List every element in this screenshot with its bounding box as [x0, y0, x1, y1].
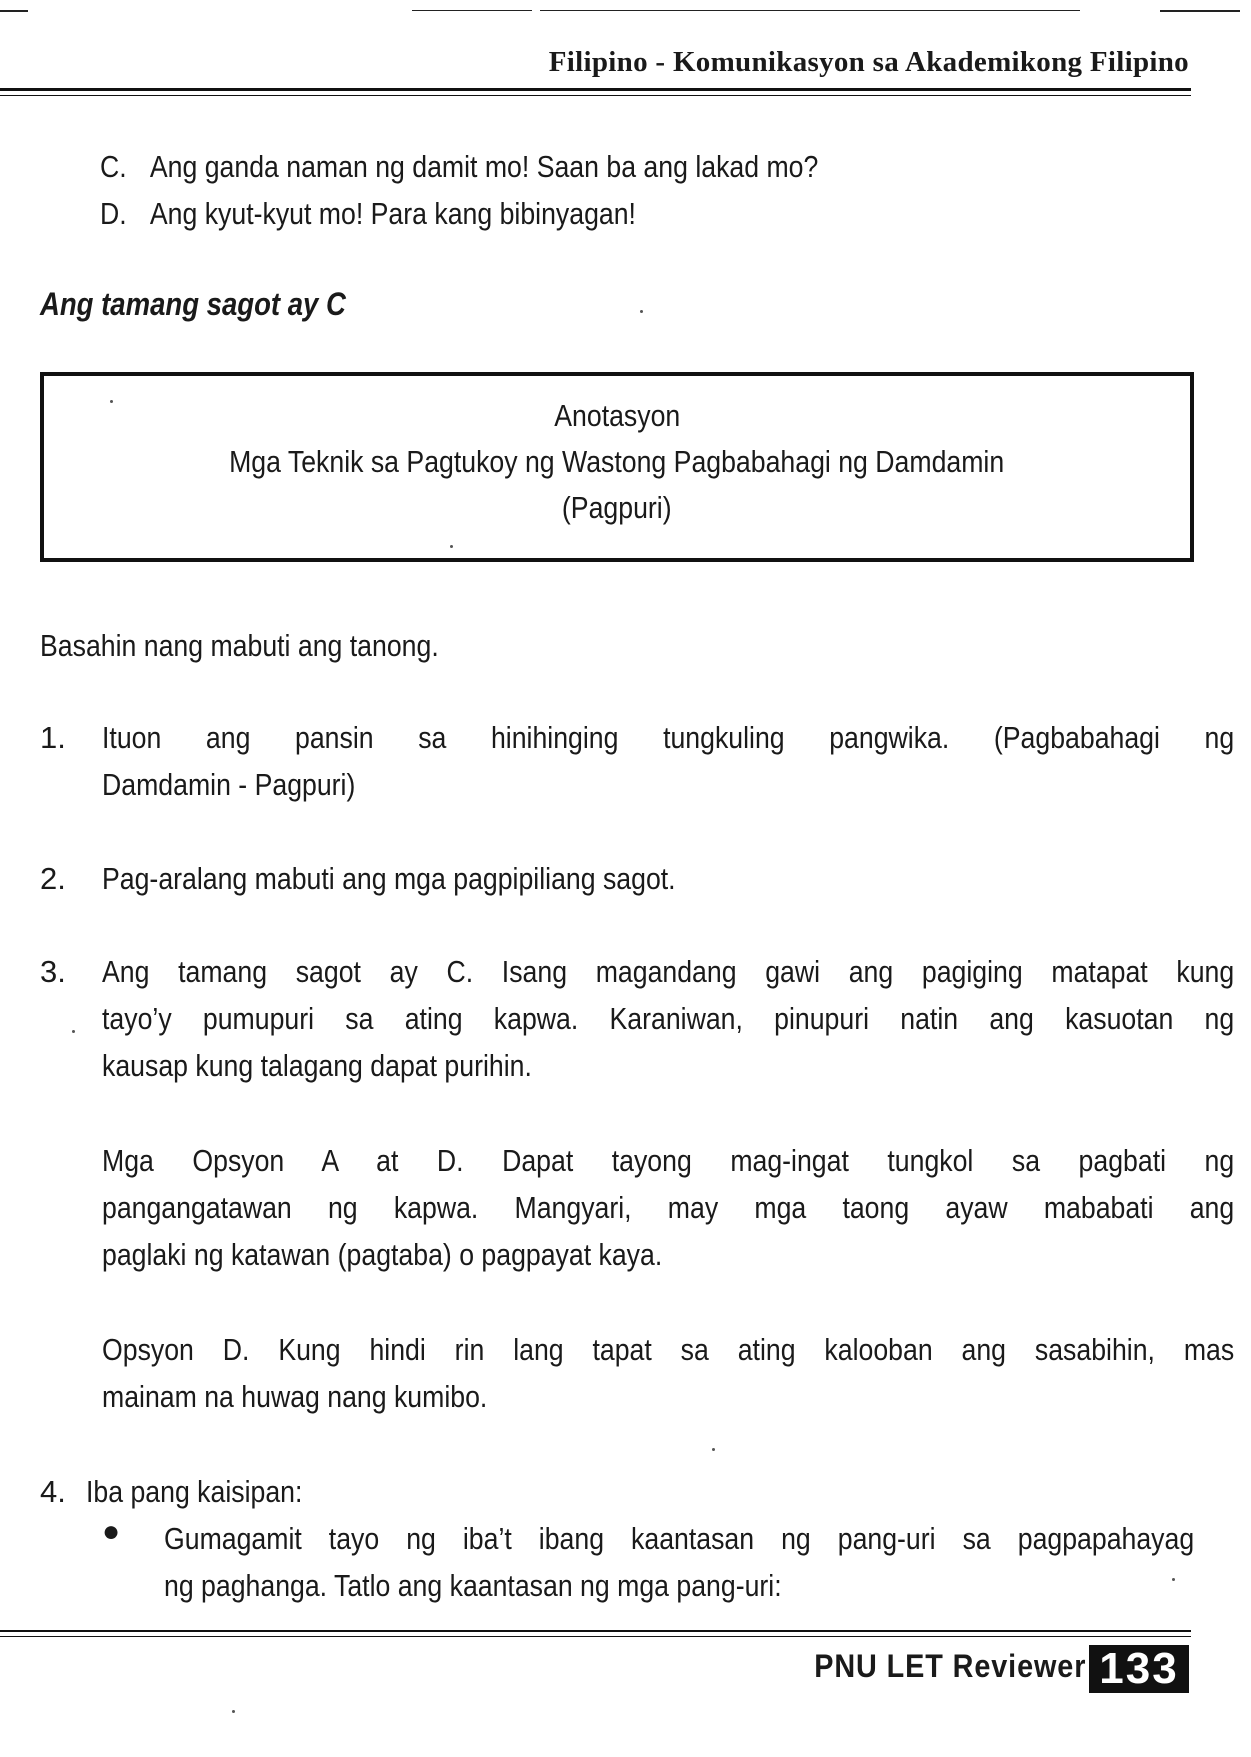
scan-speck: [110, 400, 113, 403]
item-line: Pag-aralang mabuti ang mga pagpipiliang sagot.: [102, 861, 676, 896]
item-paragraph: [102, 1326, 1234, 1420]
page-number: 133: [1089, 1645, 1189, 1693]
item-line: Mga Opsyon A at D. Dapat tayong mag-ingat tungkol sa pagbati ng: [102, 1143, 1235, 1178]
option-letter: C.: [100, 149, 127, 184]
item-number: 3.: [40, 954, 66, 989]
annotation-heading: Anotasyon: [554, 398, 680, 433]
correct-answer: Ang tamang sagot ay C: [40, 286, 346, 322]
item-line: pangangatawan ng kapwa. Mangyari, may mga taong ayaw mababati ang: [102, 1190, 1235, 1225]
option-text: Ang ganda naman ng damit mo! Saan ba ang lakad mo?: [149, 149, 819, 184]
footer-rule-thin: [0, 1636, 1191, 1637]
scan-speck: [1172, 1578, 1175, 1581]
footer-rule: [0, 1630, 1191, 1632]
item-line: tayo’y pumupuri sa ating kapwa. Karaniwan, pinupuri natin ang kasuotan ng: [102, 1001, 1235, 1036]
annotation-box: [40, 372, 1194, 562]
item-number: 2.: [40, 861, 66, 896]
item-heading: Iba pang kaisipan:: [86, 1474, 303, 1509]
item-number: 1.: [40, 720, 66, 755]
running-header: Filipino - Komunikasyon sa Akademikong Filipino: [548, 46, 1189, 78]
item-line: Opsyon D. Kung hindi rin lang tapat sa ating kalooban ang sasabihin, mas: [102, 1332, 1235, 1367]
scan-mark: [540, 10, 1080, 11]
option-text: Ang kyut-kyut mo! Para kang bibinyagan!: [149, 196, 636, 231]
scan-speck: [640, 310, 643, 313]
header-rule: [0, 88, 1191, 91]
scan-speck: [232, 1710, 235, 1713]
scan-speck: [72, 1030, 75, 1033]
answer-option-d: [100, 190, 636, 237]
footer-label: PNU LET Reviewer: [813, 1648, 1086, 1684]
item-paragraph: [102, 1137, 1234, 1278]
annotation-tag: (Pagpuri): [562, 490, 672, 525]
item-line: paglaki ng katawan (pagtaba) o pagpayat kaya.: [102, 1237, 663, 1272]
scan-mark: [0, 10, 28, 12]
scan-speck: [712, 1448, 715, 1451]
item-number: 4.: [40, 1474, 66, 1509]
scan-speck: [450, 545, 453, 548]
item-line: kausap kung talagang dapat purihin.: [102, 1048, 532, 1083]
bullet-icon: ●: [102, 1515, 121, 1548]
scan-mark: [1160, 10, 1240, 12]
option-letter: D.: [100, 196, 127, 231]
item-line: Ang tamang sagot ay C. Isang magandang gawi ang pagiging matapat kung: [102, 954, 1235, 989]
bullet-line: ng paghanga. Tatlo ang kaantasan ng mga pang-uri:: [164, 1568, 782, 1603]
bullet-line: Gumagamit tayo ng iba’t ibang kaantasan ng pang-uri sa pagpapahayag: [164, 1521, 1195, 1556]
item-line: mainam na huwag nang kumibo.: [102, 1379, 488, 1414]
item-line: Ituon ang pansin sa hinihinging tungkuling pangwika. (Pagbabahagi ng: [102, 720, 1235, 755]
header-rule-thin: [0, 95, 1191, 96]
item-line: Damdamin - Pagpuri): [102, 767, 356, 802]
answer-option-c: [100, 143, 818, 190]
scan-mark: [412, 10, 532, 11]
instruction-text: Basahin nang mabuti ang tanong.: [40, 628, 439, 663]
annotation-subtitle: Mga Teknik sa Pagtukoy ng Wastong Pagbabahagi ng Damdamin: [229, 444, 1005, 479]
